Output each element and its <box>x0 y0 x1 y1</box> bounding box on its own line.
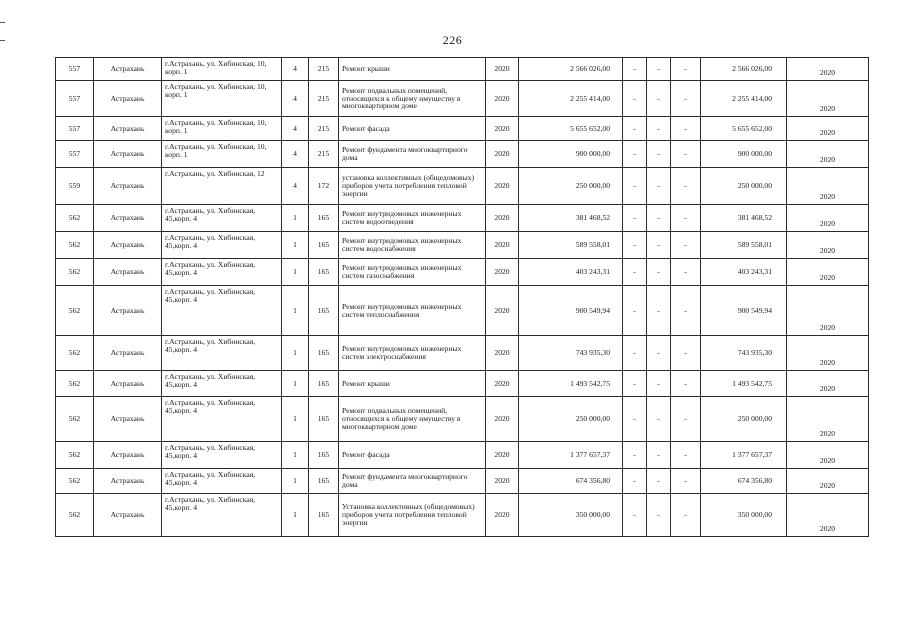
amount-cell: 403 243,31 <box>519 259 623 286</box>
total-cell: 900 000,00 <box>701 141 787 168</box>
building-id-cell: 165 <box>309 286 339 336</box>
dash-cell: - <box>671 397 701 442</box>
dash-cell: - <box>623 259 647 286</box>
total-cell: 381 468,52 <box>701 205 787 232</box>
building-id-cell: 165 <box>309 205 339 232</box>
work-type-cell: установка коллективных (общедомовых) приборов учета потребления тепловой энергии <box>339 168 486 205</box>
dash-cell: - <box>647 81 671 117</box>
dash-cell: - <box>623 469 647 494</box>
amount-cell: 2 255 414,00 <box>519 81 623 117</box>
table-row <box>56 494 869 537</box>
completion-year-cell: 2020 <box>787 259 869 286</box>
city-cell: Астрахань <box>94 81 162 117</box>
amount-cell: 900 000,00 <box>519 141 623 168</box>
total-cell: 589 558,01 <box>701 232 787 259</box>
page-number: 226 <box>442 33 463 47</box>
table-row <box>56 232 869 259</box>
year-cell: 2020 <box>486 336 519 371</box>
floors-cell: 4 <box>282 81 309 117</box>
table-row <box>56 371 869 397</box>
dash-cell: - <box>671 81 701 117</box>
building-id-cell: 172 <box>309 168 339 205</box>
floors-cell: 1 <box>282 205 309 232</box>
dash-cell: - <box>671 141 701 168</box>
dash-cell: - <box>671 371 701 397</box>
row-number: 562 <box>56 469 94 494</box>
amount-cell: 381 468,52 <box>519 205 623 232</box>
total-cell: 403 243,31 <box>701 259 787 286</box>
address-cell: г.Астрахань, ул. Хибинская, 45,корп. 4 <box>162 232 282 259</box>
dash-cell: - <box>647 442 671 469</box>
year-cell: 2020 <box>486 371 519 397</box>
work-type-cell: Ремонт фасада <box>339 442 486 469</box>
row-number: 562 <box>56 205 94 232</box>
completion-year-cell: 2020 <box>787 168 869 205</box>
building-id-cell: 215 <box>309 117 339 141</box>
work-type-cell: Установка коллективных (общедомовых) приборов учета потребления тепловой энергии <box>339 494 486 537</box>
dash-cell: - <box>671 259 701 286</box>
building-id-cell: 165 <box>309 397 339 442</box>
building-id-cell: 165 <box>309 259 339 286</box>
table-row <box>56 205 869 232</box>
year-cell: 2020 <box>486 117 519 141</box>
dash-cell: - <box>671 442 701 469</box>
completion-year-cell: 2020 <box>787 232 869 259</box>
city-cell: Астрахань <box>94 286 162 336</box>
building-id-cell: 165 <box>309 469 339 494</box>
total-cell: 900 549,94 <box>701 286 787 336</box>
city-cell: Астрахань <box>94 469 162 494</box>
floors-cell: 1 <box>282 397 309 442</box>
year-cell: 2020 <box>486 58 519 81</box>
dash-cell: - <box>671 469 701 494</box>
city-cell: Астрахань <box>94 371 162 397</box>
dash-cell: - <box>647 397 671 442</box>
completion-year-cell: 2020 <box>787 469 869 494</box>
address-cell: г.Астрахань, ул. Хибинская, 45,корп. 4 <box>162 442 282 469</box>
dash-cell: - <box>623 397 647 442</box>
address-cell: г.Астрахань, ул. Хибинская, 45,корп. 4 <box>162 494 282 537</box>
address-cell: г.Астрахань, ул. Хибинская, 45,корп. 4 <box>162 371 282 397</box>
dash-cell: - <box>623 58 647 81</box>
table-row <box>56 397 869 442</box>
dash-cell: - <box>623 81 647 117</box>
table-row <box>56 336 869 371</box>
amount-cell: 743 935,30 <box>519 336 623 371</box>
row-number: 562 <box>56 397 94 442</box>
city-cell: Астрахань <box>94 336 162 371</box>
dash-cell: - <box>647 469 671 494</box>
total-cell: 1 493 542,75 <box>701 371 787 397</box>
year-cell: 2020 <box>486 494 519 537</box>
address-cell: г.Астрахань, ул. Хибинская, 45,корп. 4 <box>162 336 282 371</box>
completion-year-cell: 2020 <box>787 286 869 336</box>
total-cell: 2 255 414,00 <box>701 81 787 117</box>
amount-cell: 250 000,00 <box>519 397 623 442</box>
table-row <box>56 168 869 205</box>
dash-cell: - <box>671 168 701 205</box>
dash-cell: - <box>647 286 671 336</box>
building-id-cell: 165 <box>309 442 339 469</box>
year-cell: 2020 <box>486 286 519 336</box>
building-id-cell: 165 <box>309 336 339 371</box>
dash-cell: - <box>623 494 647 537</box>
year-cell: 2020 <box>486 168 519 205</box>
table-row <box>56 442 869 469</box>
dash-cell: - <box>671 205 701 232</box>
dash-cell: - <box>623 141 647 168</box>
dash-cell: - <box>623 336 647 371</box>
completion-year-cell: 2020 <box>787 205 869 232</box>
dash-cell: - <box>647 168 671 205</box>
floors-cell: 4 <box>282 141 309 168</box>
floors-cell: 4 <box>282 58 309 81</box>
total-cell: 350 000,00 <box>701 494 787 537</box>
floors-cell: 1 <box>282 336 309 371</box>
work-type-cell: Ремонт внутридомовых инженерных систем водоотведения <box>339 205 486 232</box>
address-cell: г.Астрахань, ул. Хибинская, 45,корп. 4 <box>162 205 282 232</box>
edge-mark <box>0 40 5 41</box>
address-cell: г.Астрахань, ул. Хибинская, 10, корп. 1 <box>162 58 282 81</box>
table-row <box>56 58 869 81</box>
amount-cell: 900 549,94 <box>519 286 623 336</box>
dash-cell: - <box>647 141 671 168</box>
building-id-cell: 215 <box>309 141 339 168</box>
city-cell: Астрахань <box>94 58 162 81</box>
amount-cell: 350 000,00 <box>519 494 623 537</box>
edge-mark <box>0 22 5 23</box>
total-cell: 2 566 026,00 <box>701 58 787 81</box>
dash-cell: - <box>647 232 671 259</box>
row-number: 559 <box>56 168 94 205</box>
city-cell: Астрахань <box>94 117 162 141</box>
dash-cell: - <box>647 336 671 371</box>
address-cell: г.Астрахань, ул. Хибинская, 45,корп. 4 <box>162 259 282 286</box>
row-number: 562 <box>56 259 94 286</box>
row-number: 562 <box>56 371 94 397</box>
building-id-cell: 215 <box>309 81 339 117</box>
work-type-cell: Ремонт фундамента многоквартирного дома <box>339 469 486 494</box>
completion-year-cell: 2020 <box>787 494 869 537</box>
table-row <box>56 117 869 141</box>
address-cell: г.Астрахань, ул. Хибинская, 10, корп. 1 <box>162 81 282 117</box>
year-cell: 2020 <box>486 469 519 494</box>
city-cell: Астрахань <box>94 494 162 537</box>
floors-cell: 1 <box>282 442 309 469</box>
dash-cell: - <box>623 205 647 232</box>
amount-cell: 589 558,01 <box>519 232 623 259</box>
dash-cell: - <box>647 58 671 81</box>
completion-year-cell: 2020 <box>787 371 869 397</box>
completion-year-cell: 2020 <box>787 397 869 442</box>
dash-cell: - <box>623 232 647 259</box>
address-cell: г.Астрахань, ул. Хибинская, 10, корп. 1 <box>162 117 282 141</box>
dash-cell: - <box>647 371 671 397</box>
dash-cell: - <box>623 286 647 336</box>
row-number: 562 <box>56 232 94 259</box>
floors-cell: 1 <box>282 232 309 259</box>
year-cell: 2020 <box>486 141 519 168</box>
city-cell: Астрахань <box>94 397 162 442</box>
year-cell: 2020 <box>486 205 519 232</box>
amount-cell: 2 566 026,00 <box>519 58 623 81</box>
dash-cell: - <box>671 117 701 141</box>
floors-cell: 4 <box>282 168 309 205</box>
building-id-cell: 165 <box>309 371 339 397</box>
dash-cell: - <box>671 58 701 81</box>
dash-cell: - <box>647 117 671 141</box>
address-cell: г.Астрахань, ул. Хибинская, 12 <box>162 168 282 205</box>
address-cell: г.Астрахань, ул. Хибинская, 10, корп. 1 <box>162 141 282 168</box>
completion-year-cell: 2020 <box>787 141 869 168</box>
row-number: 557 <box>56 58 94 81</box>
work-type-cell: Ремонт крыши <box>339 58 486 81</box>
dash-cell: - <box>623 371 647 397</box>
total-cell: 250 000,00 <box>701 397 787 442</box>
year-cell: 2020 <box>486 81 519 117</box>
completion-year-cell: 2020 <box>787 58 869 81</box>
year-cell: 2020 <box>486 397 519 442</box>
total-cell: 674 356,80 <box>701 469 787 494</box>
address-cell: г.Астрахань, ул. Хибинская, 45,корп. 4 <box>162 397 282 442</box>
dash-cell: - <box>647 205 671 232</box>
table-body <box>56 58 869 537</box>
city-cell: Астрахань <box>94 232 162 259</box>
dash-cell: - <box>647 494 671 537</box>
dash-cell: - <box>623 168 647 205</box>
row-number: 562 <box>56 286 94 336</box>
year-cell: 2020 <box>486 259 519 286</box>
dash-cell: - <box>623 117 647 141</box>
table-row <box>56 259 869 286</box>
table-row <box>56 141 869 168</box>
dash-cell: - <box>623 442 647 469</box>
total-cell: 5 655 652,00 <box>701 117 787 141</box>
work-type-cell: Ремонт подвальных помещений, относящихся к общему имуществу в многоквартирном доме <box>339 397 486 442</box>
work-type-cell: Ремонт внутридомовых инженерных систем электроснабжения <box>339 336 486 371</box>
work-type-cell: Ремонт внутридомовых инженерных систем водоснабжения <box>339 232 486 259</box>
table-row <box>56 469 869 494</box>
address-cell: г.Астрахань, ул. Хибинская, 45,корп. 4 <box>162 469 282 494</box>
floors-cell: 4 <box>282 117 309 141</box>
dash-cell: - <box>671 232 701 259</box>
total-cell: 743 935,30 <box>701 336 787 371</box>
total-cell: 250 000,00 <box>701 168 787 205</box>
floors-cell: 1 <box>282 286 309 336</box>
city-cell: Астрахань <box>94 205 162 232</box>
dash-cell: - <box>671 494 701 537</box>
completion-year-cell: 2020 <box>787 336 869 371</box>
work-type-cell: Ремонт подвальных помещений, относящихся к общему имуществу в многоквартирном доме <box>339 81 486 117</box>
row-number: 562 <box>56 494 94 537</box>
amount-cell: 5 655 652,00 <box>519 117 623 141</box>
row-number: 557 <box>56 141 94 168</box>
row-number: 562 <box>56 442 94 469</box>
address-cell: г.Астрахань, ул. Хибинская, 45,корп. 4 <box>162 286 282 336</box>
work-type-cell: Ремонт внутридомовых инженерных систем газоснабжения <box>339 259 486 286</box>
amount-cell: 1 377 657,37 <box>519 442 623 469</box>
dash-cell: - <box>647 259 671 286</box>
dash-cell: - <box>671 336 701 371</box>
work-type-cell: Ремонт крыши <box>339 371 486 397</box>
row-number: 557 <box>56 81 94 117</box>
total-cell: 1 377 657,37 <box>701 442 787 469</box>
floors-cell: 1 <box>282 371 309 397</box>
year-cell: 2020 <box>486 442 519 469</box>
city-cell: Астрахань <box>94 259 162 286</box>
floors-cell: 1 <box>282 469 309 494</box>
building-id-cell: 165 <box>309 232 339 259</box>
city-cell: Астрахань <box>94 141 162 168</box>
city-cell: Астрахань <box>94 442 162 469</box>
floors-cell: 1 <box>282 494 309 537</box>
completion-year-cell: 2020 <box>787 81 869 117</box>
row-number: 557 <box>56 117 94 141</box>
year-cell: 2020 <box>486 232 519 259</box>
city-cell: Астрахань <box>94 168 162 205</box>
work-type-cell: Ремонт внутридомовых инженерных систем теплоснабжения <box>339 286 486 336</box>
completion-year-cell: 2020 <box>787 117 869 141</box>
program-table <box>55 57 869 537</box>
row-number: 562 <box>56 336 94 371</box>
table-row <box>56 286 869 336</box>
table-row <box>56 81 869 117</box>
amount-cell: 1 493 542,75 <box>519 371 623 397</box>
building-id-cell: 215 <box>309 58 339 81</box>
floors-cell: 1 <box>282 259 309 286</box>
work-type-cell: Ремонт фасада <box>339 117 486 141</box>
building-id-cell: 165 <box>309 494 339 537</box>
amount-cell: 674 356,80 <box>519 469 623 494</box>
amount-cell: 250 000,00 <box>519 168 623 205</box>
completion-year-cell: 2020 <box>787 442 869 469</box>
work-type-cell: Ремонт фундамента многоквартирного дома <box>339 141 486 168</box>
dash-cell: - <box>671 286 701 336</box>
